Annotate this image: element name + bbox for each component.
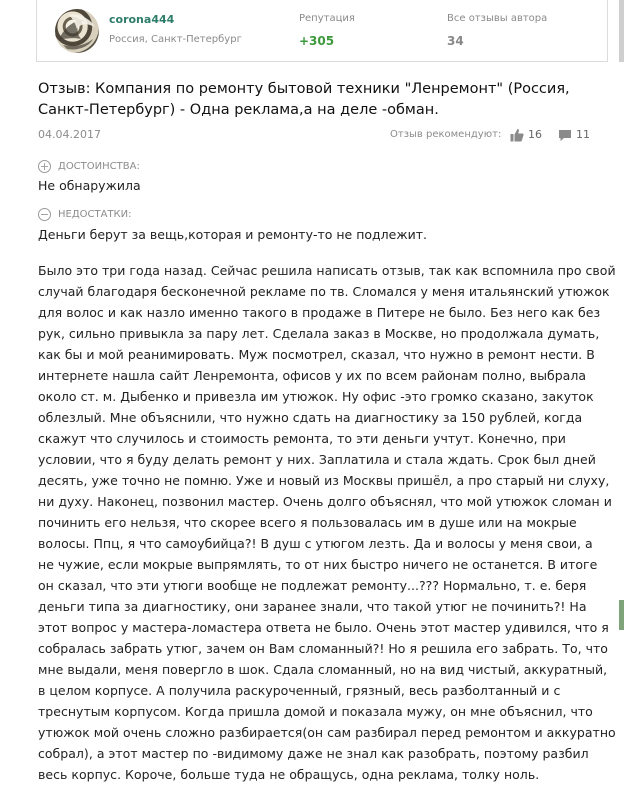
avatar[interactable]: [55, 9, 99, 53]
avatar-image: [55, 9, 99, 53]
review-body-line: починить его нельзя, что скорее всего я пользовалась им в душе или на мокрые: [38, 515, 577, 530]
review-body-line: условии, что я буду делать ремонт у них. Заплатила и стала ждать. Срок был дней: [38, 452, 596, 467]
review-body-line: он сказал, что эти утюги вообще не подлежат ремонту...??? Нормально, т. е. беря: [38, 578, 587, 593]
review-body-line: деньги типа за диагностику, они заранее знали, что такой утюг не починить?! На: [38, 599, 587, 614]
comment-icon[interactable]: [558, 129, 572, 142]
review-body-line: для волос и как назло именно такого в продаже в Питере не было. Без него как без: [38, 305, 601, 320]
all-reviews-count[interactable]: 34: [447, 34, 464, 48]
recommend-label: Отзыв рекомендуют:: [390, 129, 502, 140]
review-body-line: облезлый. Мне объяснили, что нужно сдать на диагностику за 150 рублей, когда: [38, 410, 583, 425]
review-body-line: собрал), а этот мастер по -видимому даже не знал как разобрать, поэтому разбил: [38, 746, 589, 761]
pros-label: ДОСТОИНСТВА:: [58, 161, 140, 172]
reputation-label: Репутация: [299, 13, 355, 24]
review-body-line: около ст. м. Дыбенко и привезла им утюжок. Ну офис -это громко сказано, закуток: [38, 389, 594, 404]
review-body-line: как бы и мой реанимировать. Муж посмотрел, сказал, что нужно в ремонт нести. В: [38, 347, 595, 362]
cons-text: Деньги берут за вещь,которая и ремонту-то не подлежит.: [38, 227, 427, 242]
review-body-line: случай благодаря бесконечной рекламе по тв. Сломался у меня итальянский утюжок: [38, 284, 610, 299]
review-body-line: весь корпус. Короче, больше туда не обращусь, одна реклама, толку ноль.: [38, 767, 540, 782]
review-date: 04.04.2017: [38, 128, 101, 141]
author-location: Россия, Санкт-Петербург: [109, 34, 242, 45]
recommend-count: 16: [528, 128, 542, 141]
author-username-link[interactable]: corona444: [109, 13, 175, 26]
plus-icon: +: [39, 160, 50, 173]
cons-label: НЕДОСТАТКИ:: [58, 209, 132, 220]
comment-count: 11: [576, 128, 590, 141]
all-reviews-label[interactable]: Все отзывы автора: [447, 13, 548, 24]
minus-icon: −: [39, 208, 50, 221]
review-body-line: интернете нашла сайт Ленремонта, офисов у их по всем районам полно, выбрала: [38, 368, 587, 383]
review-body-line: десять, уже точно не помню. Уже и новый из Москвы пришёл, а про старый ни слуху,: [38, 473, 610, 488]
review-body-line: этот вопрос у мастера-ломастера ответа не было. Очень этот мастер удивился, что я: [38, 620, 609, 635]
review-body-line: в целом корпусе. А получила раскуроченный, грязный, весь разболтанный и с: [38, 683, 561, 698]
review-body-line: утюжок мой очень сложно разбирается(он сам разбирал перед ремонтом и аккуратно: [38, 725, 616, 740]
side-image-edge: [619, 600, 624, 630]
review-body-line: скажут что случилось и стоимость ремонта, то эти деньги учтут. Конечно, при: [38, 431, 566, 446]
review-body: [38, 260, 616, 785]
review-body-line: не чужие, если мокрые выпрямлять, то от них быстро ничего не останется. В итоге: [38, 557, 598, 572]
review-meta: [38, 128, 598, 144]
review-body-line: собралась забрать утюг, зачем он Вам сломанный?! Но я решила его забрать. То, что: [38, 641, 608, 656]
review-body-line: рук, сильно привыкла за пару лет. Сделала заказ в Москве, но продолжала думать,: [38, 326, 600, 341]
review-body-line: волосы. Ппц, я что самоубийца?! В душ с утюгом лезть. Да и волосы у меня свои, а: [38, 536, 593, 551]
thumbs-up-icon[interactable]: [510, 128, 524, 142]
pros-text: Не обнаружила: [38, 178, 141, 193]
review-body-line: треснутым корпусом. Когда пришла домой и показала мужу, он мне объяснил, что: [38, 704, 593, 719]
scrollbar-edge-top: [619, 0, 624, 62]
review-body-line: мне выдали, меня повергло в шок. Сдала сломанный, но на вид чистый, аккуратный,: [38, 662, 608, 677]
reputation-value: +305: [299, 34, 335, 48]
review-title: Отзыв: Компания по ремонту бытовой техники "Ленремонт" (Россия, Санкт-Петербург) - Одна реклама,а на деле -обман.: [38, 81, 570, 118]
author-card: [36, 0, 608, 62]
review-body-line: Было это три года назад. Сейчас решила написать отзыв, так как вспомнила про свой: [38, 263, 616, 278]
review-body-line: ни духу. Наконец, позвонил мастер. Очень долго объяснял, что мой утюжок сломан и: [38, 494, 612, 509]
